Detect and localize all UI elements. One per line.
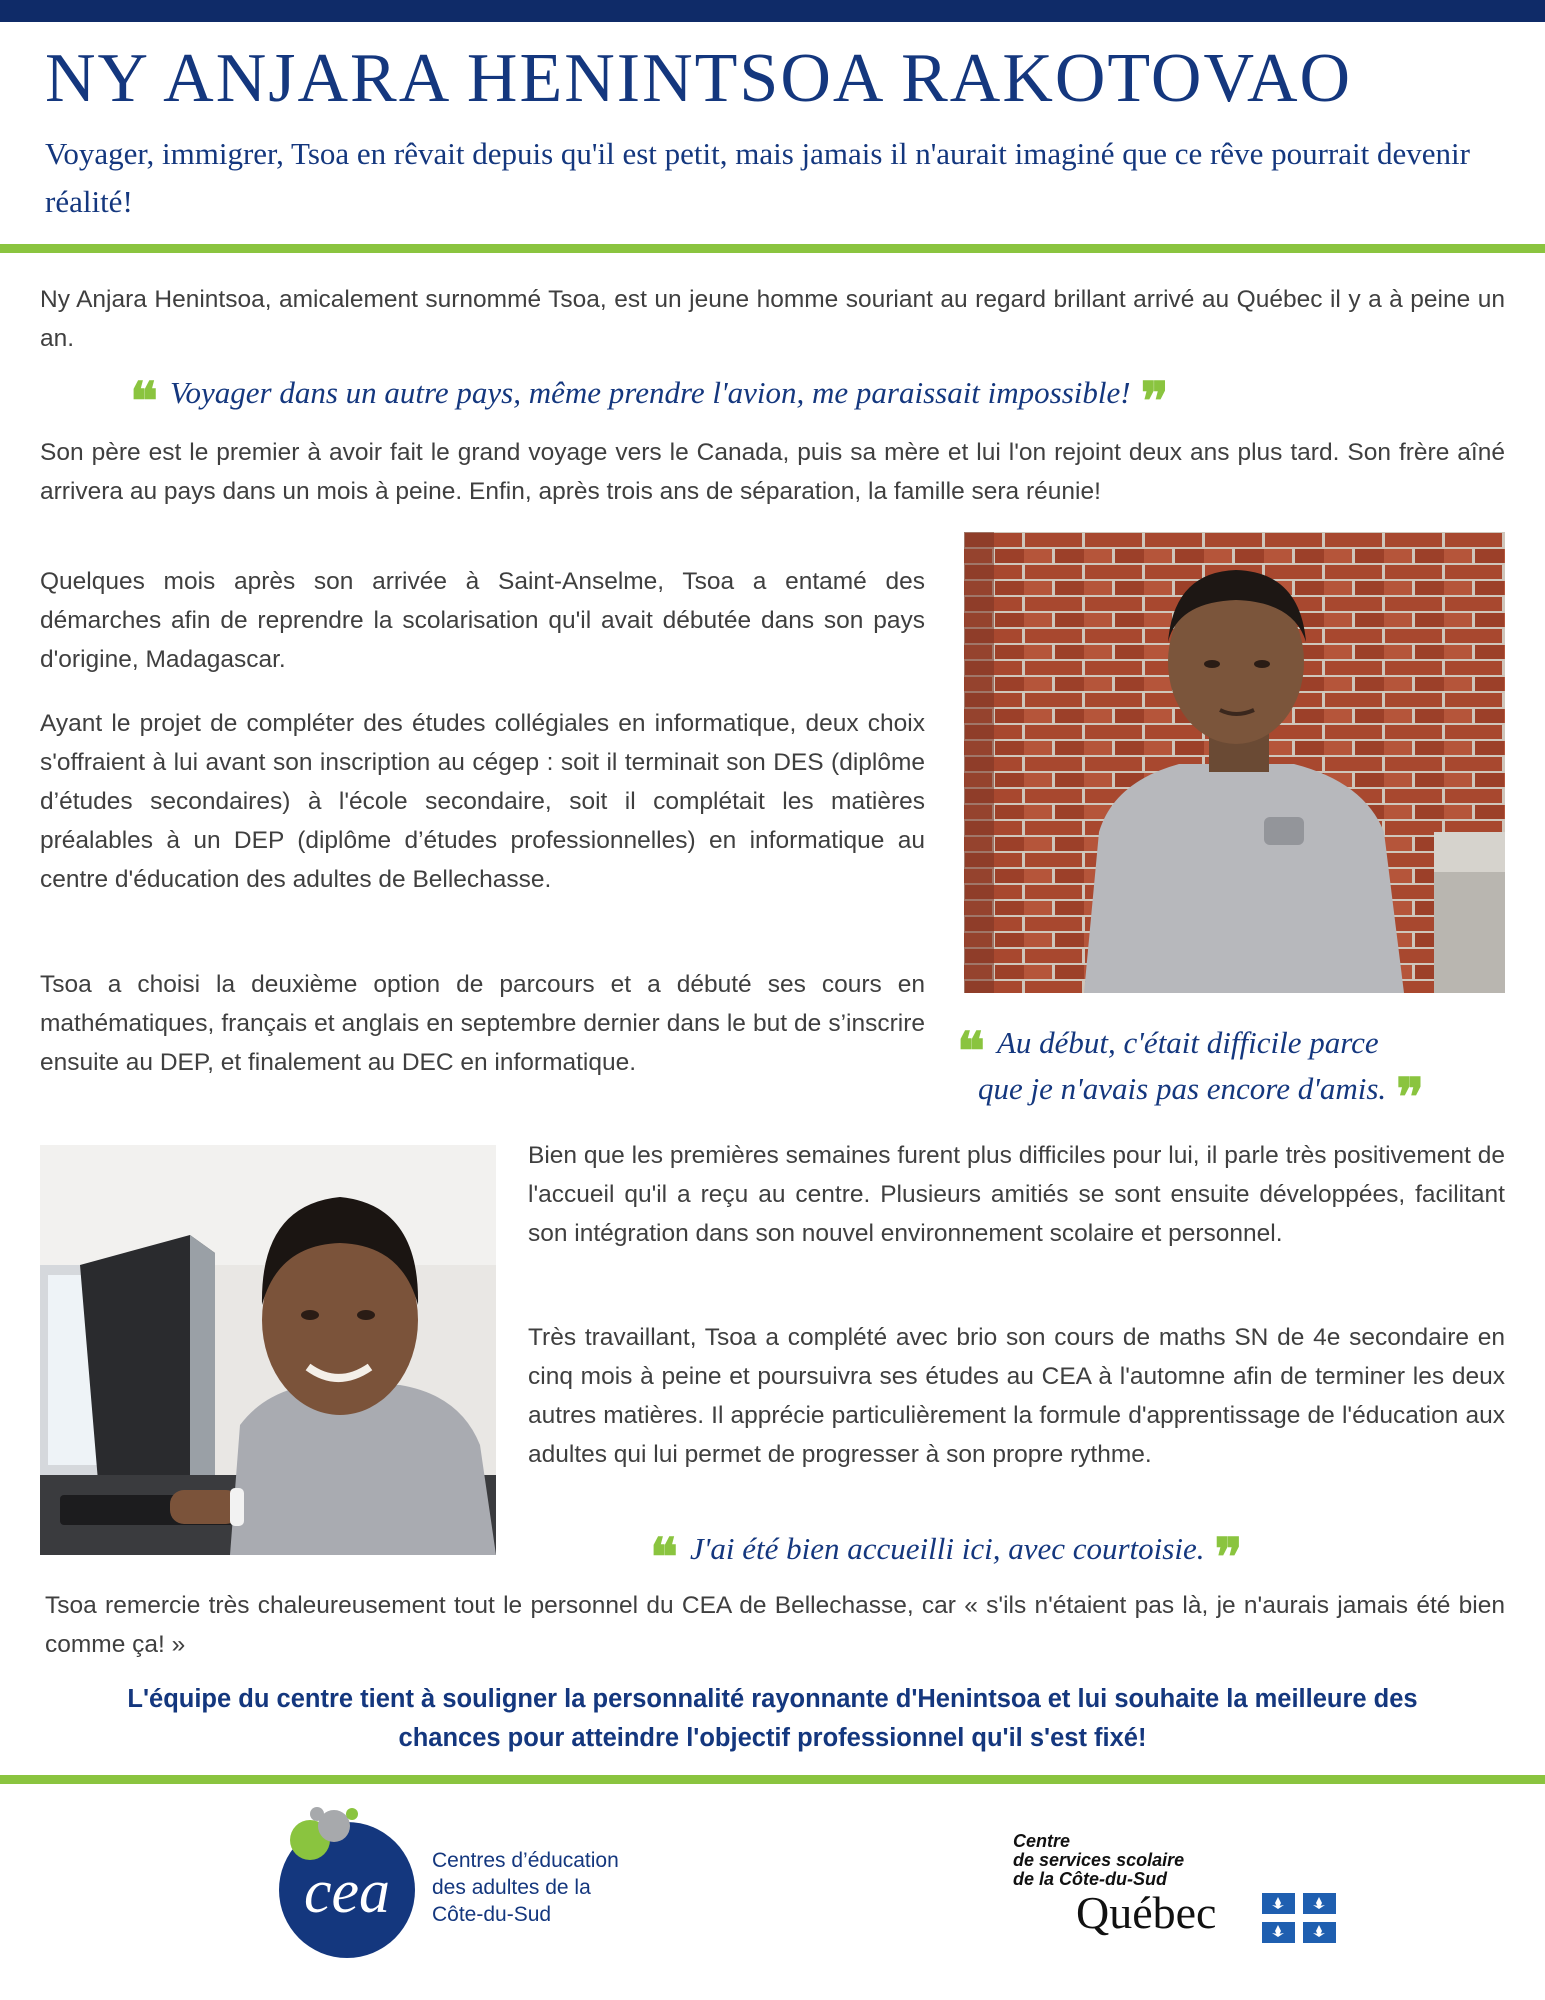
quote-difficult-text-2: que je n'avais pas encore d'amis. — [978, 1071, 1387, 1106]
welcome-paragraph: Bien que les premières semaines furent plus difficiles pour lui, il parle très positivement de l'accueil qu'il a reçu au centre. Plusieurs amitiés se sont ensuite développées, facilitant son intégration dans son nouvel environnement scolaire et personnel. — [528, 1142, 1505, 1247]
divider-top — [0, 244, 1545, 253]
open-quote-icon: ❝ — [650, 1530, 678, 1587]
cea-name — [432, 1847, 619, 1928]
option-paragraph: Tsoa a choisi la deuxième option de parcours et a débuté ses cours en mathématiques, français et anglais en septembre dernier dans le but de s’inscrire ensuite au DEP, et finalement au DEC en informatique. — [40, 971, 925, 1076]
divider-bottom — [0, 1775, 1545, 1784]
student-at-computer-photo — [40, 1145, 496, 1555]
family-paragraph: Son père est le premier à avoir fait le grand voyage vers le Canada, puis sa mère et lui l'on rejoint deux ans plus tard. Son frère aîné arrivera au pays dans un mois à peine. Enfin, après trois ans de séparation, la famille sera réunie! — [40, 439, 1505, 505]
choice-paragraph: Ayant le projet de compléter des études collégiales en informatique, deux choix s'offraient à lui avant son inscription au cégep : soit il terminait son DES (diplôme d’études secondaires) à l'école secondaire, soit il complétait les matières préalables à un DEP (diplôme d’études professionnelles) en informatique au centre d'éducation des adultes de Bellechasse. — [40, 710, 925, 893]
arrival-paragraph: Quelques mois après son arrivée à Saint-Anselme, Tsoa a entamé des démarches afin de reprendre la scolarisation qu'il avait débutée dans son pays d'origine, Madagascar. — [40, 568, 925, 673]
top-bar — [0, 0, 1545, 22]
quote-travel — [130, 370, 1169, 431]
page-title: NY ANJARA HENINTSOA RAKOTOVAO — [45, 40, 1353, 117]
css-name — [1013, 1832, 1184, 1889]
quebec-wordmark: Québec — [1076, 1887, 1217, 1938]
close-quote-icon: ❞ — [1396, 1070, 1425, 1127]
cea-name-line3: Côte-du-Sud — [432, 1903, 552, 1926]
quote-difficult-line1 — [957, 1020, 1379, 1081]
close-quote-icon: ❞ — [1214, 1530, 1243, 1587]
quote-difficult-text-1: Au début, c'était difficile parce — [996, 1025, 1379, 1060]
closing-statement: L'équipe du centre tient à souligner la personnalité rayonnante d'Henintsoa et lui souhaite la meilleure des chances pour atteindre l'objectif professionnel qu'il s'est fixé! — [127, 1685, 1418, 1752]
css-name-line1: Centre — [1013, 1831, 1071, 1851]
open-quote-icon: ❝ — [957, 1024, 985, 1081]
open-quote-icon: ❝ — [130, 374, 158, 431]
cea-name-line2: des adultes de la — [432, 1876, 591, 1899]
css-name-line2: de services scolaire — [1013, 1850, 1185, 1870]
close-quote-icon: ❞ — [1140, 374, 1169, 431]
quote-difficult-line2 — [978, 1066, 1425, 1127]
cea-logo-lettering: cea — [303, 1858, 391, 1926]
quote-welcomed-text: J'ai été bien accueilli ici, avec courtoisie. — [689, 1531, 1205, 1566]
intro-paragraph: Ny Anjara Henintsoa, amicalement surnommé Tsoa, est un jeune homme souriant au regard brillant arrivé au Québec il y a à peine un an. — [40, 286, 1505, 352]
thanks-paragraph: Tsoa remercie très chaleureusement tout le personnel du CEA de Bellechasse, car « s'ils n'étaient pas là, je n'aurais jamais été bien comme ça! » — [45, 1592, 1505, 1658]
quote-welcomed — [650, 1526, 1243, 1587]
css-name-line3: de la Côte-du-Sud — [1013, 1869, 1167, 1889]
quote-travel-text: Voyager dans un autre pays, même prendre l'avion, me paraissait impossible! — [169, 375, 1131, 410]
cea-logo — [262, 1800, 422, 1960]
page-subtitle: Voyager, immigrer, Tsoa en rêvait depuis qu'il est petit, mais jamais il n'aurait imaginé que ce rêve pourrait devenir réalité! — [45, 136, 1470, 219]
achievement-paragraph: Très travaillant, Tsoa a complété avec brio son cours de maths SN de 4e secondaire en cinq mois à peine et poursuivra ses études au CEA à l'automne afin de terminer les deux autres matières. Il apprécie particulièrement la formule d'apprentissage de l'éducation aux adultes qui lui permet de progresser à son propre rythme. — [528, 1324, 1505, 1468]
quebec-flag-icon — [1262, 1893, 1336, 1943]
portrait-photo-brick-wall — [964, 532, 1505, 993]
cea-name-line1: Centres d’éducation — [432, 1849, 619, 1872]
